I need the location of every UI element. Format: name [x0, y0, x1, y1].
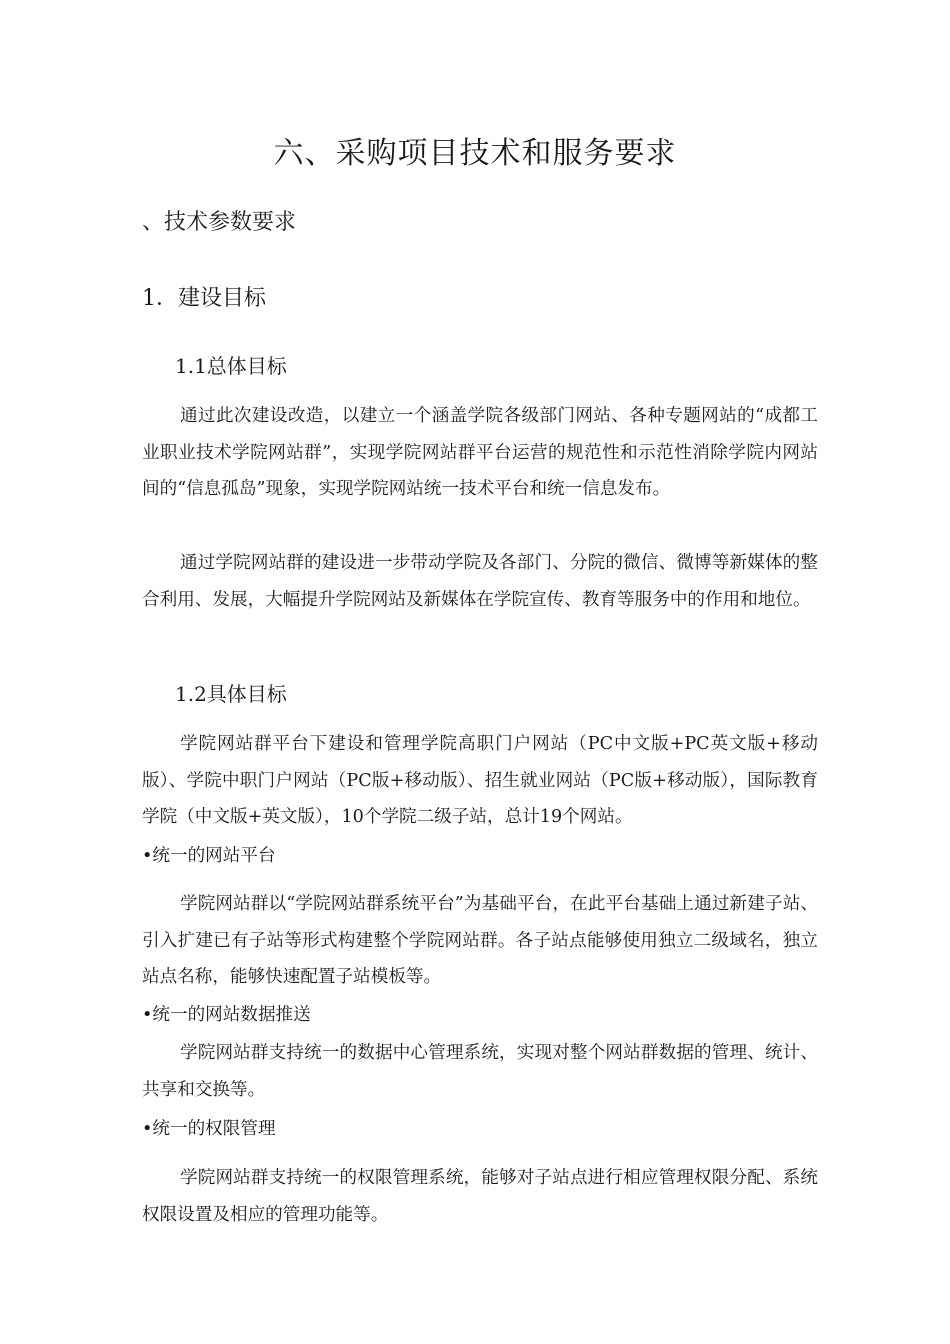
heading-construction-goals: 1．建设目标: [142, 286, 266, 311]
page-title: 六、采购项目技术和服务要求: [273, 136, 677, 171]
paragraph-unified-platform: 学院网站群以“学院网站群系统平台”为基础平台，在此平台基础上通过新建子站、引入扩建已有子站等形式构建整个学院网站群。各子站点能够使用独立二级域名，独立站点名称，能够快速配置子站模板等。: [142, 894, 818, 988]
paragraph-overall-1: 通过此次建设改造，以建立一个涵盖学院各级部门网站、各种专题网站的“成都工业职业技术学院网站群”，实现学院网站群平台运营的规范性和示范性消除学院内网站间的“信息孤岛”现象，实现学院网站统一技术平台和统一信息发布。: [142, 406, 818, 500]
paragraph-unified-permissions: 学院网站群支持统一的权限管理系统，能够对子站点进行相应管理权限分配、系统权限设置及相应的管理功能等。: [142, 1168, 818, 1225]
bullet-unified-permissions: •统一的权限管理: [142, 1119, 276, 1139]
paragraph-overall-2: 通过学院网站群的建设进一步带动学院及各部门、分院的微信、微博等新媒体的整合利用、发展，大幅提升学院网站及新媒体在学院宣传、教育等服务中的作用和地位。: [142, 553, 818, 610]
heading-specific-goals: 1.2具体目标: [175, 682, 287, 706]
section-heading: 、技术参数要求: [142, 210, 297, 235]
bullet-unified-data-push: •统一的网站数据推送: [142, 1005, 311, 1025]
heading-overall-goals: 1.1总体目标: [175, 354, 287, 378]
paragraph-unified-data-push: 学院网站群支持统一的数据中心管理系统，实现对整个网站群数据的管理、统计、共享和交换等。: [142, 1043, 818, 1100]
paragraph-specific: 学院网站群平台下建设和管理学院高职门户网站（PC中文版+PC英文版+移动版）、学院中职门户网站（PC版+移动版）、招生就业网站（PC版+移动版），国际教育学院（中文版+英文版），10个学院二级子站，总计19个网站。: [142, 734, 818, 828]
bullet-unified-platform: •统一的网站平台: [142, 846, 276, 866]
